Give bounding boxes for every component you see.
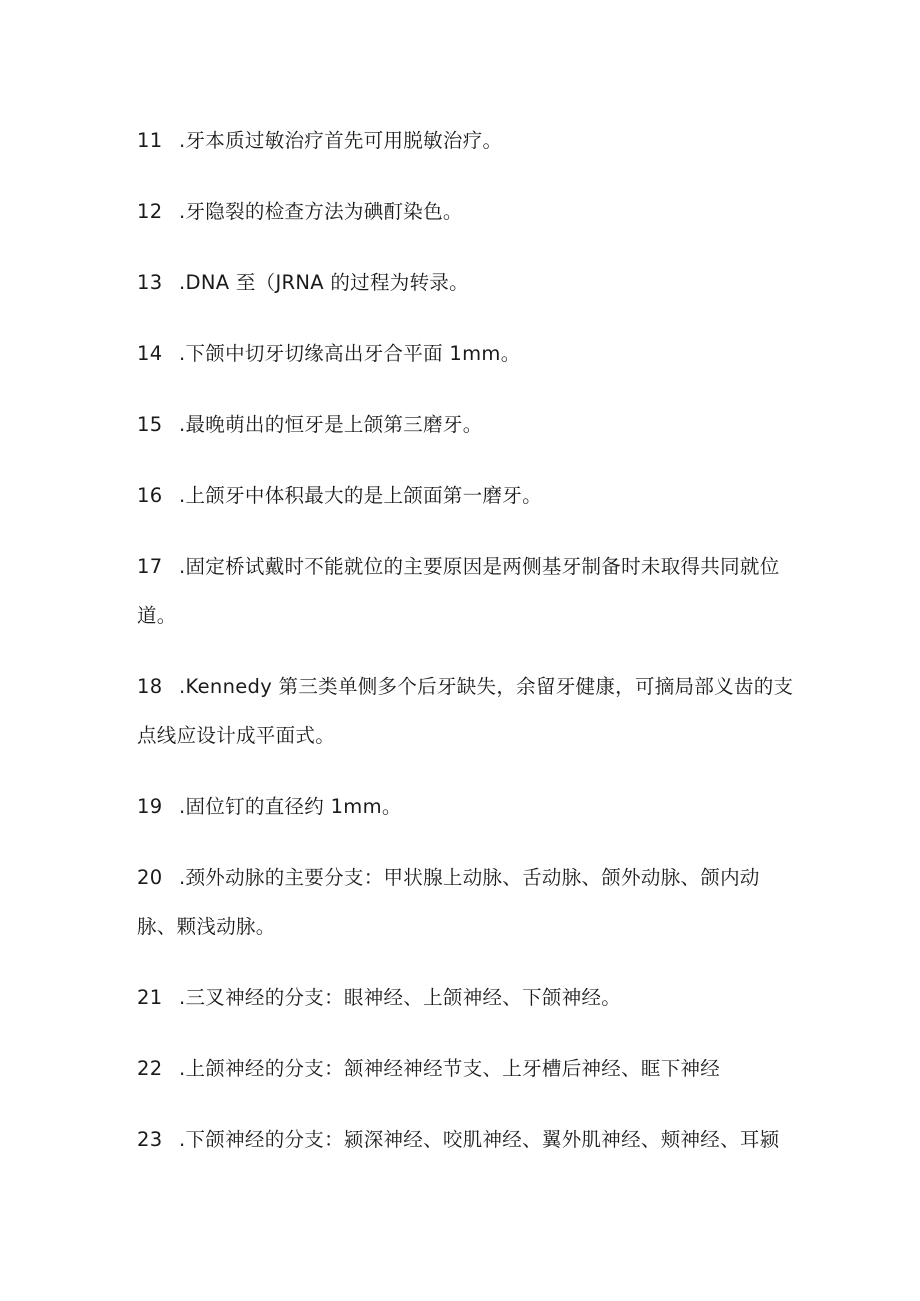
item-number: 13	[137, 271, 163, 294]
numbered-list	[137, 116, 797, 1186]
item-text: 下颌中切牙切缘高出牙合平面 1mm。	[185, 342, 521, 365]
item-text: 牙隐裂的检查方法为碘酊染色。	[185, 200, 463, 223]
item-separator: .	[179, 342, 186, 365]
item-number: 17	[137, 555, 163, 578]
item-separator: .	[179, 413, 186, 436]
list-item	[137, 258, 797, 307]
list-item	[137, 471, 797, 520]
item-text: 上颌牙中体积最大的是上颌面第一磨牙。	[185, 484, 542, 507]
list-item	[137, 116, 797, 165]
item-separator: .	[179, 1128, 186, 1151]
item-text: 最晚萌出的恒牙是上颌第三磨牙。	[185, 413, 483, 436]
item-separator: .	[179, 484, 186, 507]
item-number: 15	[137, 413, 163, 436]
list-item	[137, 1115, 797, 1164]
item-number: 22	[137, 1057, 163, 1080]
list-item	[137, 329, 797, 378]
item-number: 21	[137, 986, 163, 1009]
list-item	[137, 662, 797, 760]
item-separator: .	[179, 866, 186, 889]
list-item	[137, 187, 797, 236]
item-text: 牙本质过敏治疗首先可用脱敏治疗。	[185, 129, 503, 152]
item-separator: .	[179, 986, 186, 1009]
item-text: DNA 至（JRNA 的过程为转录。	[185, 271, 469, 294]
item-text: 三叉神经的分支：眼神经、上颌神经、下颌神经。	[185, 986, 622, 1009]
item-number: 20	[137, 866, 163, 889]
list-item	[137, 542, 797, 640]
list-item	[137, 973, 797, 1022]
item-text: 颈外动脉的主要分支：甲状腺上动脉、舌动脉、颌外动脉、颌内动脉、颗浅动脉。	[137, 866, 760, 938]
item-separator: .	[179, 555, 186, 578]
item-number: 19	[137, 795, 163, 818]
list-item	[137, 782, 797, 831]
item-separator: .	[179, 271, 186, 294]
item-separator: .	[179, 795, 186, 818]
item-separator: .	[179, 675, 186, 698]
list-item	[137, 400, 797, 449]
item-number: 14	[137, 342, 163, 365]
item-text: 下颌神经的分支：颍深神经、咬肌神经、翼外肌神经、颊神经、耳颍	[185, 1128, 780, 1151]
item-number: 23	[137, 1128, 163, 1151]
item-separator: .	[179, 200, 186, 223]
item-number: 18	[137, 675, 163, 698]
item-separator: .	[179, 1057, 186, 1080]
item-text: 上颌神经的分支：颔神经神经节支、上牙槽后神经、眶下神经	[185, 1057, 721, 1080]
item-text: 固定桥试戴时不能就位的主要原因是两侧基牙制备时未取得共同就位道。	[137, 555, 780, 627]
item-text: Kennedy 第三类单侧多个后牙缺失，余留牙健康，可摘局部义齿的支点线应设计成平面式。	[137, 675, 794, 747]
item-number: 16	[137, 484, 163, 507]
item-text: 固位钉的直径约 1mm。	[185, 795, 402, 818]
list-item	[137, 853, 797, 951]
list-item	[137, 1044, 797, 1093]
item-number: 11	[137, 129, 163, 152]
item-number: 12	[137, 200, 163, 223]
item-separator: .	[179, 129, 186, 152]
